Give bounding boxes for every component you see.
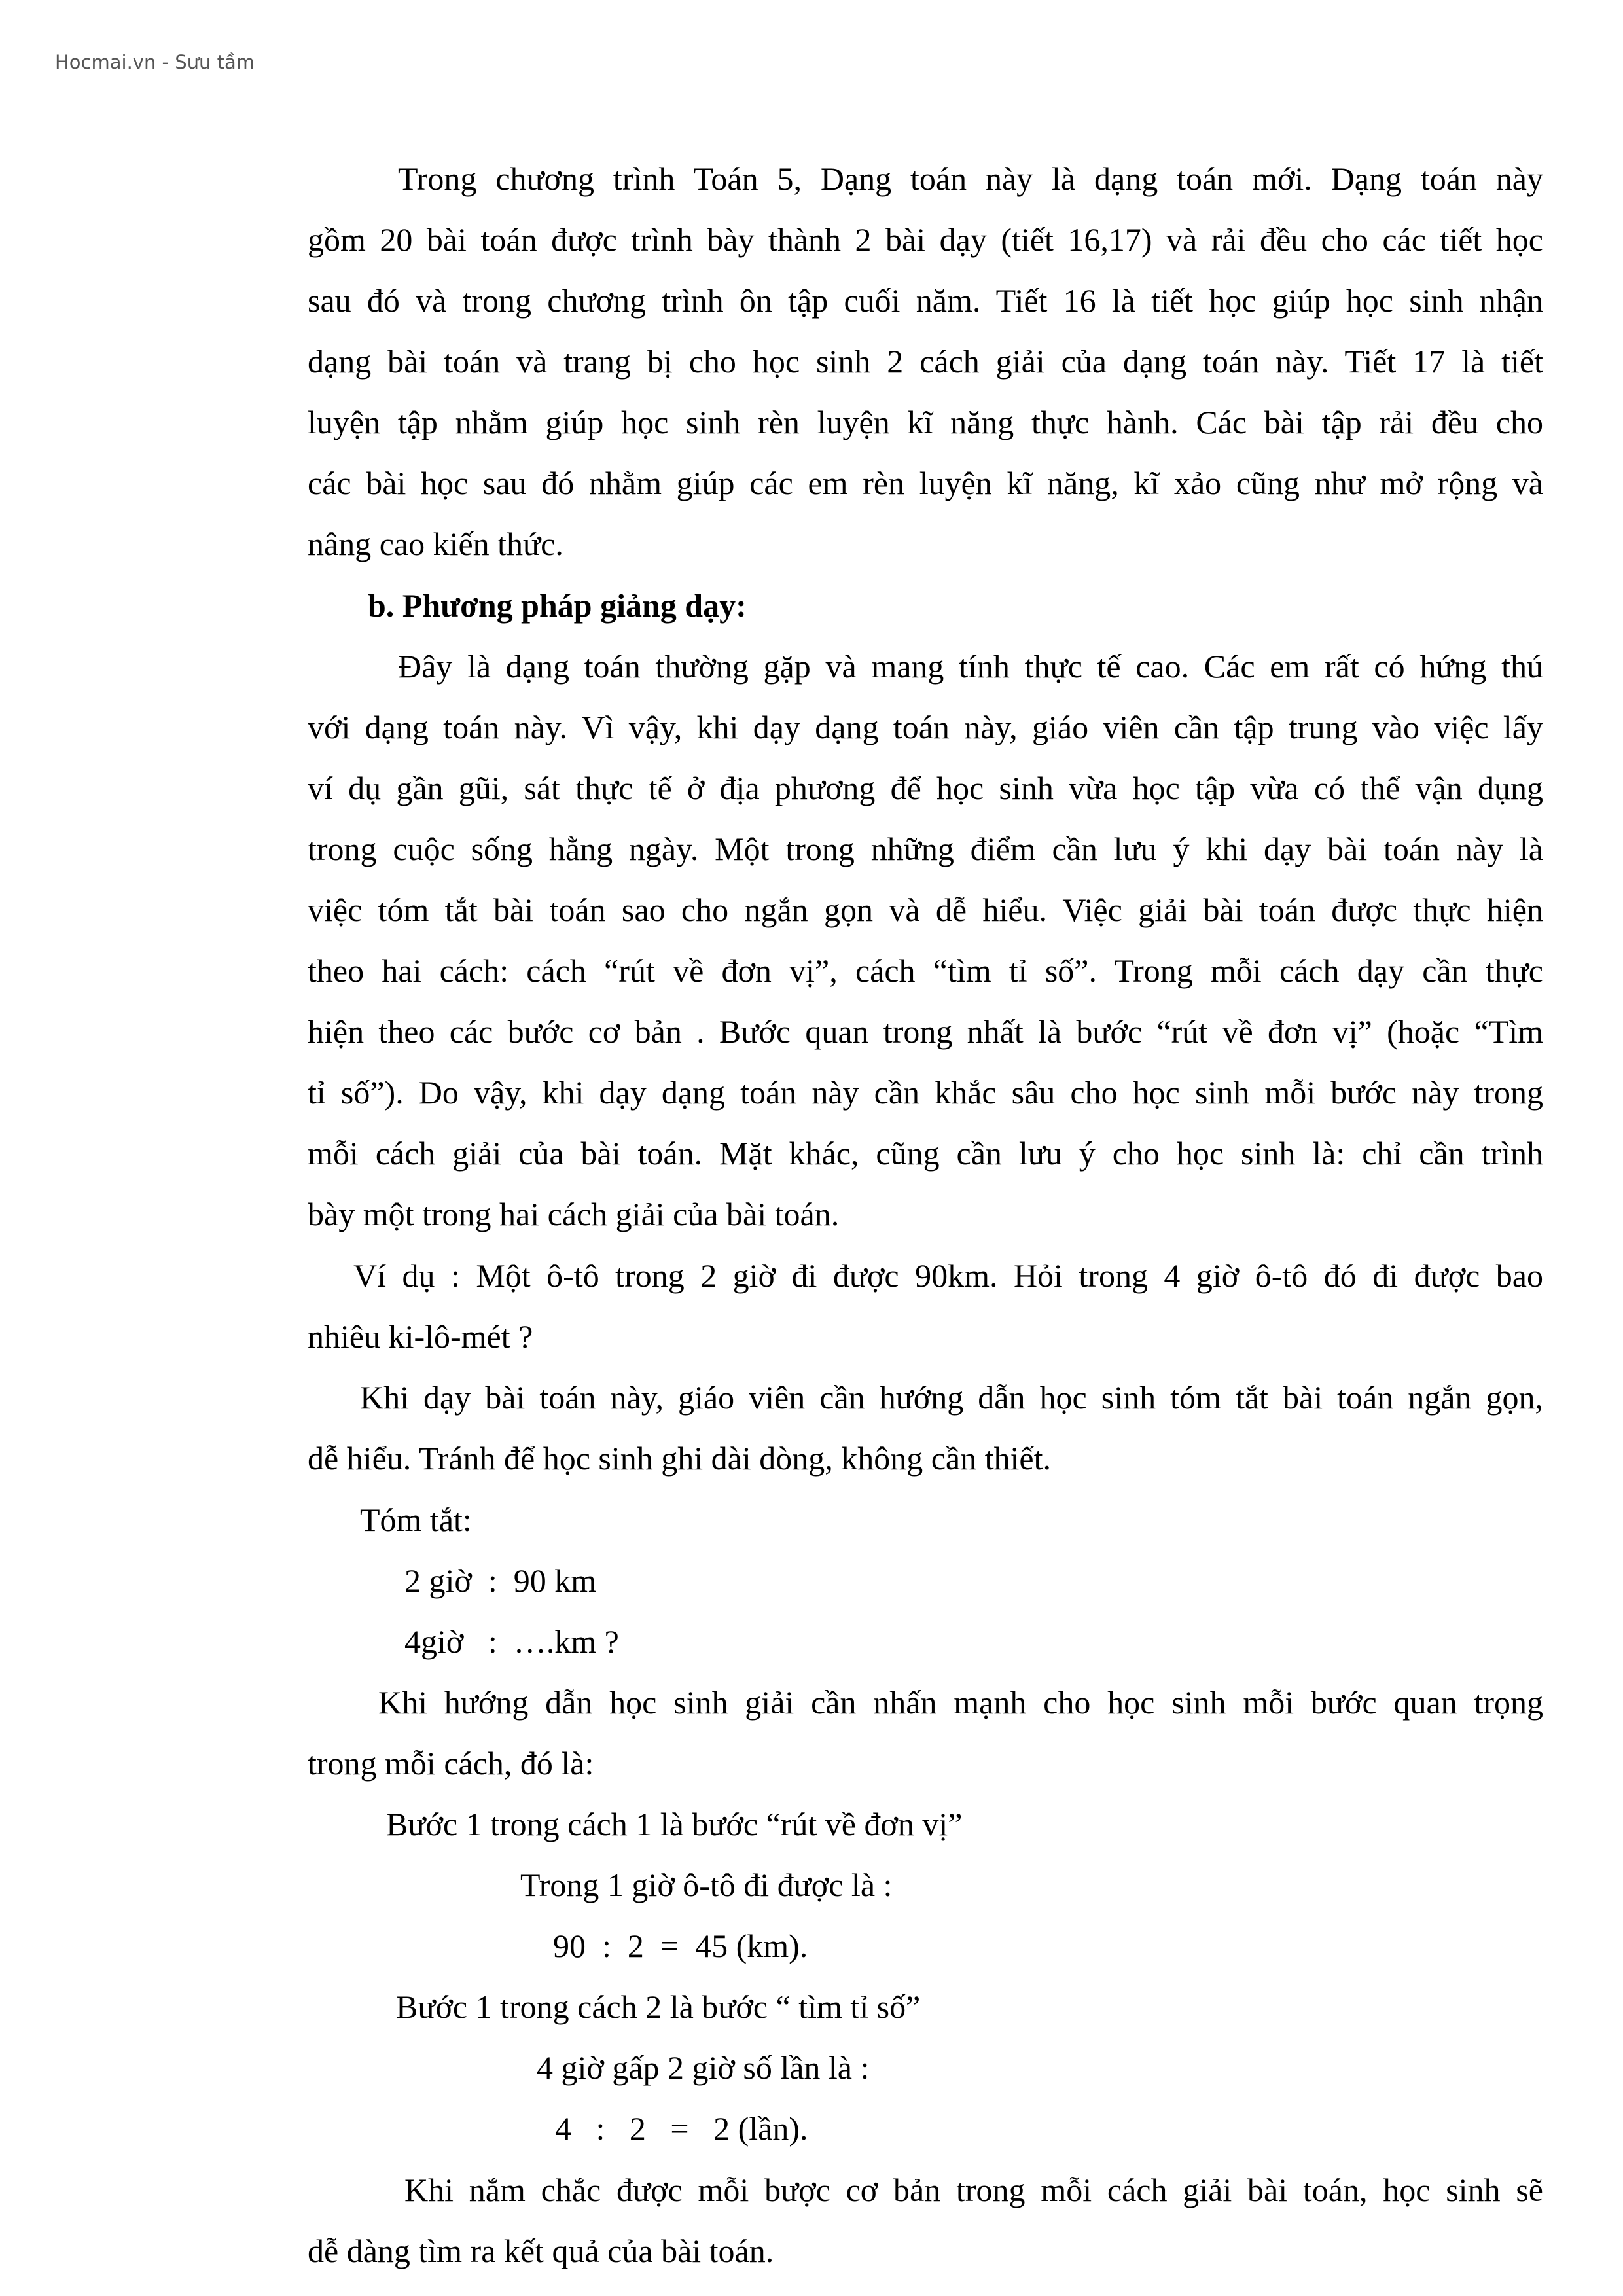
intro-line: gồm 20 bài toán được trình bày thành 2 bài dạy (tiết 16,17) và rải đều cho các tiết học [308,221,1543,258]
intro-line: nâng cao kiến thức. [308,526,563,562]
step1-text: Trong 1 giờ ô-tô đi được là : [520,1867,893,1903]
intro-line: luyện tập nhằm giúp học sinh rèn luyện kĩ năng thực hành. Các bài tập rải đều cho [308,404,1543,440]
section-heading: b. Phương pháp giảng dạy: [368,587,747,624]
guide-line: dễ hiểu. Tránh để học sinh ghi dài dòng, không cần thiết. [308,1440,1051,1477]
method-line: theo hai cách: cách “rút về đơn vị”, cách “tìm tỉ số”. Trong mỗi cách dạy cần thực [308,952,1543,989]
summary-line: 2 giờ : 90 km [404,1562,597,1599]
step2-text: 4 giờ gấp 2 giờ số lần là : [537,2049,870,2086]
method-line: việc tóm tắt bài toán sao cho ngắn gọn và dễ hiểu. Việc giải bài toán được thực hiện [308,891,1543,928]
summary-line: 4giờ : ….km ? [404,1623,619,1660]
emphasis-line: Khi hướng dẫn học sinh giải cần nhấn mạnh cho học sinh mỗi bước quan trọng [378,1684,1543,1721]
method-line: trong cuộc sống hằng ngày. Một trong những điểm cần lưu ý khi dạy bài toán này là [308,831,1543,867]
conclusion-line: dễ dàng tìm ra kết quả của bài toán. [308,2233,774,2269]
intro-line: sau đó và trong chương trình ôn tập cuối năm. Tiết 16 là tiết học giúp học sinh nhận [308,282,1543,319]
method-line: mỗi cách giải của bài toán. Mặt khác, cũng cần lưu ý cho học sinh là: chỉ cần trình [308,1135,1543,1172]
emphasis-line: trong mỗi cách, đó là: [308,1745,594,1782]
method-line: với dạng toán này. Vì vậy, khi dạy dạng toán này, giáo viên cần tập trung vào việc lấy [308,709,1543,745]
step2-title: Bước 1 trong cách 2 là bước “ tìm tỉ số” [396,1988,921,2025]
conclusion-line: Khi nắm chắc được mỗi bược cơ bản trong mỗi cách giải bài toán, học sinh sẽ [404,2172,1543,2208]
example-line: Ví dụ : Một ô-tô trong 2 giờ đi được 90km. Hỏi trong 4 giờ ô-tô đó đi được bao [353,1257,1543,1294]
intro-line: dạng bài toán và trang bị cho học sinh 2 cách giải của dạng toán này. Tiết 17 là tiết [308,343,1543,380]
summary-label: Tóm tắt: [360,1501,472,1538]
step1-title: Bước 1 trong cách 1 là bước “rút về đơn vị” [386,1806,963,1842]
method-line: Đây là dạng toán thường gặp và mang tính thực tế cao. Các em rất có hứng thú [398,648,1543,685]
step1-calc: 90 : 2 = 45 (km). [553,1928,808,1964]
intro-line: Trong chương trình Toán 5, Dạng toán này là dạng toán mới. Dạng toán này [398,160,1543,197]
source-header: Hocmai.vn - Sưu tầm [55,51,255,73]
intro-line: các bài học sau đó nhằm giúp các em rèn luyện kĩ năng, kĩ xảo cũng như mở rộng và [308,465,1543,501]
method-line: ví dụ gần gũi, sát thực tế ở địa phương để học sinh vừa học tập vừa có thể vận dụng [308,770,1543,806]
method-line: tỉ số”). Do vậy, khi dạy dạng toán này cần khắc sâu cho học sinh mỗi bước này trong [308,1074,1543,1111]
method-line: bày một trong hai cách giải của bài toán. [308,1196,840,1232]
method-line: hiện theo các bước cơ bản . Bước quan trong nhất là bước “rút về đơn vị” (hoặc “Tìm [308,1013,1543,1050]
example-line: nhiêu ki-lô-mét ? [308,1318,533,1355]
guide-line: Khi dạy bài toán này, giáo viên cần hướng dẫn học sinh tóm tắt bài toán ngắn gọn, [360,1379,1543,1416]
step2-calc: 4 : 2 = 2 (lần). [555,2110,808,2147]
